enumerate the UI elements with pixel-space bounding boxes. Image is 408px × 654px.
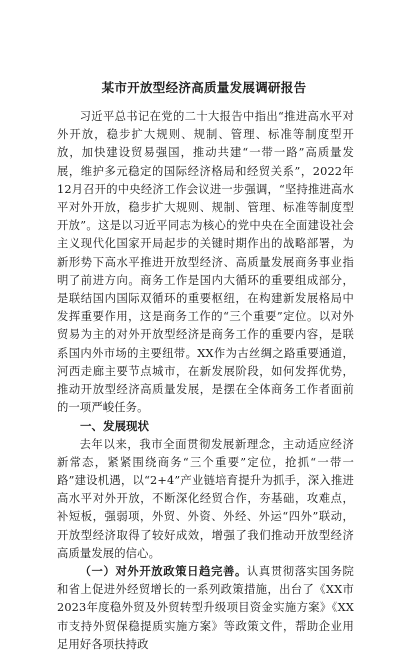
- policy-paragraph: [57, 563, 354, 654]
- development-status-paragraph: 去年以来，我市全面贯彻发展新理念，主动适应经济新常态，紧紧围绕商务“三个重要”定位，抢抓“一带一路”建设机遇，以“2+4”产业链培育提升为抓手，深入推进高水平对外开放，不断深化经贸合作，夯基础，攻难点，补短板，强弱项，外贸、外资、外经、外运“四外”联动，开放型经济取得了较好成效，增强了我们推动开放型经济高质量发展的信心。: [57, 437, 354, 560]
- document-body: [57, 108, 354, 654]
- section-heading-development-status: 一、发展现状: [80, 419, 149, 434]
- policy-paragraph-text: 认真贯彻落实国务院和省上促进外经贸增长的一系列政策措施，出台了《XX市2023年度稳外贸及外贸转型升级项目资金实施方案》《XX市支持外贸保稳提质实施方案》等政策文件，帮助企业用足用好各项扶持政: [57, 565, 354, 651]
- intro-paragraph: 习近平总书记在党的二十大报告中指出“推进高水平对外开放，稳步扩大规则、规制、管理、标准等制度型开放，加快建设贸易强国，推动共建“一带一路”高质量发展，维护多元稳定的国际经济格局和经贸关系”，2022年12月召开的中央经济工作会议进一步强调，“坚持推进高水平对外开放，稳步扩大规则、规制、管理、标准等制度型开放”。这是以习近平同志为核心的党中央在全面建设社会主义现代化国家开局起步的关键时期作出的战略部署，为新形势下高水平推进开放型经济、高质量发展商务事业指明了前进方向。商务工作是国内大循环的重要组成部分，是联结国内国际双循环的重要枢纽，在构建新发展格局中发挥重要作用，这是商务工作的“三个重要”定位。以对外贸易为主的对外开放型经济是商务工作的重要内容，是联系国内外市场的主要纽带。XX作为古丝绸之路重要通道，河西走廊主要节点城市，在新发展阶段，如何发挥优势，推动开放型经济高质量发展，是摆在全体商务工作者面前的一项严峻任务。: [57, 110, 354, 415]
- subsection-heading-policy: （一）对外开放政策日趋完善。: [79, 565, 247, 579]
- document-title: 某市开放型经济高质量发展调研报告: [101, 80, 307, 95]
